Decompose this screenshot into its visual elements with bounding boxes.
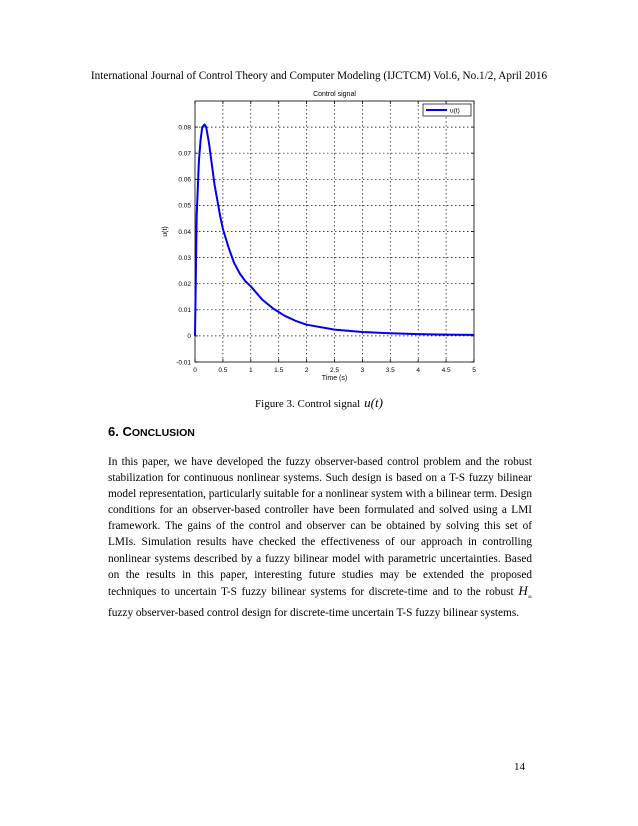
chart-title: Control signal	[313, 91, 356, 98]
x-tick-label: 1.5	[274, 367, 284, 374]
y-tick-label: 0.04	[178, 228, 191, 236]
paragraph-part2: fuzzy observer-based control design for discrete-time uncertain T-S fuzzy bilinear systems.	[108, 607, 520, 620]
x-tick-label: 4	[416, 367, 421, 374]
y-tick-label: 0.07	[178, 150, 191, 158]
x-tick-label: 3	[360, 367, 365, 374]
x-tick-label: 5	[472, 367, 476, 374]
y-tick-label: 0	[187, 333, 191, 341]
journal-header: International Journal of Control Theory and Computer Modeling (IJCTCM) Vol.6, No.1/2, April 2016	[90, 70, 548, 82]
paragraph-part1: In this paper, we have developed the fuzzy observer-based control problem and the robust stabilization for continuous nonlinear systems. Such design is based on a T-S fuzzy bilinear model representation, particularly suitable for a nonlinear system with a bilinear term. Design conditions for an observer-based controller have been formulated and solved using a LMI framework. The gains of the control and observer can be obtained by solving this set of LMIs. Simulation results have checked the effectiveness of our approach in controlling nonlinear systems described by a fuzzy bilinear model with parametric uncertainties. Based on the results in this paper, interesting future studies may be extended the proposed techniques to uncertain T-S fuzzy bilinear systems for discrete-time and to the robust	[108, 456, 532, 598]
control-signal-chart	[150, 86, 490, 386]
plot-layer	[162, 91, 476, 382]
page-number: 14	[514, 761, 525, 773]
legend-label: u(t)	[450, 107, 460, 115]
h-infinity-symbol: H	[518, 582, 528, 598]
section-number: 6. C	[108, 424, 132, 439]
y-tick-label: 0.03	[178, 254, 191, 262]
x-tick-label: 2	[304, 367, 309, 374]
conclusion-paragraph	[108, 454, 532, 621]
y-axis-label: u(t)	[162, 226, 169, 237]
section-heading	[108, 424, 195, 439]
x-axis-label: Time (s)	[321, 375, 348, 382]
h-infinity-subscript: ∞	[527, 594, 532, 600]
caption-text: Figure 3. Control signal	[255, 398, 361, 410]
section-title-rest: ONCLUSION	[131, 427, 195, 439]
x-tick-label: 0.5	[218, 367, 228, 374]
x-tick-label: 3.5	[385, 367, 395, 374]
y-tick-label: 0.08	[178, 124, 191, 132]
x-tick-label: 4.5	[441, 367, 451, 374]
x-tick-label: 2.5	[329, 367, 340, 374]
caption-symbol: u(t)	[364, 395, 383, 410]
x-tick-label: 1	[248, 367, 253, 374]
y-tick-label: 0.02	[178, 281, 191, 288]
y-tick-label: 0.06	[178, 176, 191, 184]
y-tick-label: 0.01	[178, 307, 191, 315]
figure-caption	[0, 395, 638, 411]
y-tick-label: -0.01	[176, 359, 191, 367]
x-tick-label: 0	[193, 367, 197, 374]
y-tick-label: 0.05	[178, 202, 191, 210]
